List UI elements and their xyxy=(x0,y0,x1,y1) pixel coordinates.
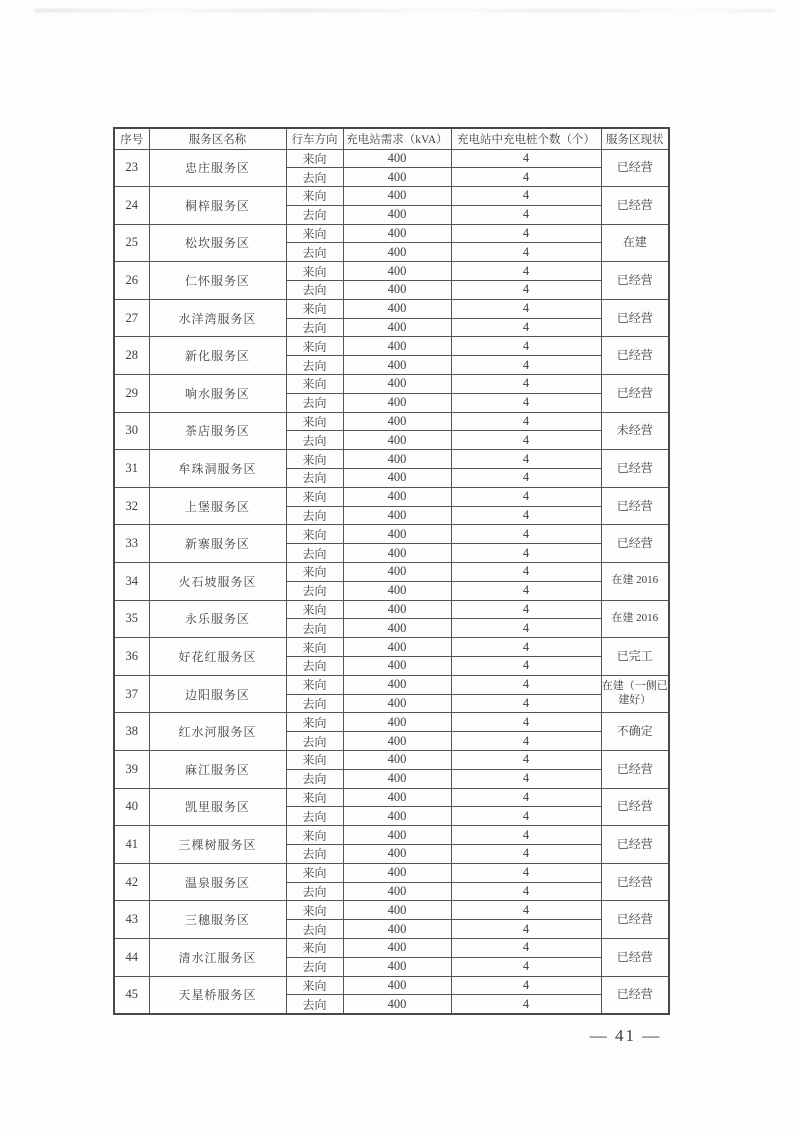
status-cell: 已经营 xyxy=(601,976,669,1014)
service-area-row-inbound xyxy=(114,788,669,807)
pile-count-cell: 4 xyxy=(451,168,601,187)
demand-kva-cell: 400 xyxy=(343,187,451,206)
demand-kva-cell: 400 xyxy=(343,769,451,788)
demand-kva-cell: 400 xyxy=(343,281,451,300)
status-cell: 在建 2016 xyxy=(601,600,669,638)
direction-cell: 去向 xyxy=(286,356,343,375)
column-header-area-name: 服务区名称 xyxy=(149,128,286,149)
serial-number-cell: 35 xyxy=(114,600,149,638)
direction-cell: 来向 xyxy=(286,863,343,882)
status-cell: 已经营 xyxy=(601,863,669,901)
direction-cell: 去向 xyxy=(286,957,343,976)
direction-cell: 去向 xyxy=(286,506,343,525)
pile-count-cell: 4 xyxy=(451,863,601,882)
demand-kva-cell: 400 xyxy=(343,544,451,563)
status-cell: 未经营 xyxy=(601,412,669,450)
demand-kva-cell: 400 xyxy=(343,844,451,863)
service-area-row-inbound xyxy=(114,224,669,243)
serial-number-cell: 45 xyxy=(114,976,149,1014)
status-cell: 已经营 xyxy=(601,487,669,525)
direction-cell: 来向 xyxy=(286,224,343,243)
direction-cell: 去向 xyxy=(286,882,343,901)
serial-number-cell: 27 xyxy=(114,299,149,337)
serial-number-cell: 43 xyxy=(114,901,149,939)
serial-number-cell: 38 xyxy=(114,713,149,751)
direction-cell: 来向 xyxy=(286,450,343,469)
service-area-row-inbound xyxy=(114,412,669,431)
pile-count-cell: 4 xyxy=(451,318,601,337)
pile-count-cell: 4 xyxy=(451,957,601,976)
service-area-name-cell: 永乐服务区 xyxy=(149,600,286,638)
pile-count-cell: 4 xyxy=(451,299,601,318)
demand-kva-cell: 400 xyxy=(343,487,451,506)
direction-cell: 来向 xyxy=(286,412,343,431)
pile-count-cell: 4 xyxy=(451,469,601,488)
status-cell: 已经营 xyxy=(601,901,669,939)
demand-kva-cell: 400 xyxy=(343,600,451,619)
direction-cell: 去向 xyxy=(286,243,343,262)
pile-count-cell: 4 xyxy=(451,506,601,525)
pile-count-cell: 4 xyxy=(451,694,601,713)
demand-kva-cell: 400 xyxy=(343,826,451,845)
demand-kva-cell: 400 xyxy=(343,243,451,262)
column-header-demand-kva: 充电站需求（kVA） xyxy=(343,128,451,149)
direction-cell: 来向 xyxy=(286,788,343,807)
direction-cell: 来向 xyxy=(286,262,343,281)
service-area-name-cell: 水洋湾服务区 xyxy=(149,299,286,337)
pile-count-cell: 4 xyxy=(451,788,601,807)
pile-count-cell: 4 xyxy=(451,844,601,863)
service-area-name-cell: 红水河服务区 xyxy=(149,713,286,751)
service-area-name-cell: 响水服务区 xyxy=(149,375,286,413)
service-area-name-cell: 凯里服务区 xyxy=(149,788,286,826)
pile-count-cell: 4 xyxy=(451,751,601,770)
status-cell: 已经营 xyxy=(601,826,669,864)
demand-kva-cell: 400 xyxy=(343,506,451,525)
demand-kva-cell: 400 xyxy=(343,882,451,901)
serial-number-cell: 42 xyxy=(114,863,149,901)
service-area-row-inbound xyxy=(114,901,669,920)
service-area-row-inbound xyxy=(114,187,669,206)
service-area-name-cell: 温泉服务区 xyxy=(149,863,286,901)
serial-number-cell: 40 xyxy=(114,788,149,826)
service-area-row-inbound xyxy=(114,262,669,281)
charging-stations-table xyxy=(113,127,670,1015)
direction-cell: 去向 xyxy=(286,205,343,224)
column-header-area-status: 服务区现状 xyxy=(601,128,669,149)
direction-cell: 去向 xyxy=(286,281,343,300)
direction-cell: 去向 xyxy=(286,318,343,337)
pile-count-cell: 4 xyxy=(451,224,601,243)
status-cell: 在建 xyxy=(601,224,669,262)
direction-cell: 去向 xyxy=(286,694,343,713)
direction-cell: 去向 xyxy=(286,581,343,600)
service-area-name-cell: 牟珠洞服务区 xyxy=(149,450,286,488)
direction-cell: 去向 xyxy=(286,431,343,450)
status-cell: 已经营 xyxy=(601,187,669,225)
status-cell: 已经营 xyxy=(601,299,669,337)
service-area-name-cell: 茶店服务区 xyxy=(149,412,286,450)
demand-kva-cell: 400 xyxy=(343,450,451,469)
direction-cell: 来向 xyxy=(286,149,343,168)
demand-kva-cell: 400 xyxy=(343,469,451,488)
direction-cell: 去向 xyxy=(286,168,343,187)
demand-kva-cell: 400 xyxy=(343,976,451,995)
pile-count-cell: 4 xyxy=(451,901,601,920)
demand-kva-cell: 400 xyxy=(343,168,451,187)
demand-kva-cell: 400 xyxy=(343,751,451,770)
direction-cell: 来向 xyxy=(286,299,343,318)
service-area-name-cell: 仁怀服务区 xyxy=(149,262,286,300)
status-cell: 已经营 xyxy=(601,751,669,789)
direction-cell: 来向 xyxy=(286,901,343,920)
direction-cell: 来向 xyxy=(286,638,343,657)
demand-kva-cell: 400 xyxy=(343,901,451,920)
service-area-row-inbound xyxy=(114,149,669,168)
direction-cell: 来向 xyxy=(286,976,343,995)
direction-cell: 去向 xyxy=(286,544,343,563)
service-area-name-cell: 清水江服务区 xyxy=(149,938,286,976)
direction-cell: 来向 xyxy=(286,487,343,506)
service-area-row-inbound xyxy=(114,863,669,882)
direction-cell: 去向 xyxy=(286,769,343,788)
service-area-name-cell: 松坎服务区 xyxy=(149,224,286,262)
serial-number-cell: 26 xyxy=(114,262,149,300)
service-area-row-inbound xyxy=(114,638,669,657)
pile-count-cell: 4 xyxy=(451,393,601,412)
service-area-name-cell: 火石坡服务区 xyxy=(149,563,286,601)
status-cell: 已经营 xyxy=(601,938,669,976)
pile-count-cell: 4 xyxy=(451,149,601,168)
serial-number-cell: 44 xyxy=(114,938,149,976)
direction-cell: 来向 xyxy=(286,563,343,582)
direction-cell: 去向 xyxy=(286,657,343,676)
demand-kva-cell: 400 xyxy=(343,713,451,732)
demand-kva-cell: 400 xyxy=(343,318,451,337)
direction-cell: 去向 xyxy=(286,920,343,939)
demand-kva-cell: 400 xyxy=(343,149,451,168)
serial-number-cell: 33 xyxy=(114,525,149,563)
pile-count-cell: 4 xyxy=(451,205,601,224)
pile-count-cell: 4 xyxy=(451,638,601,657)
serial-number-cell: 31 xyxy=(114,450,149,488)
pile-count-cell: 4 xyxy=(451,920,601,939)
serial-number-cell: 30 xyxy=(114,412,149,450)
status-cell: 已完工 xyxy=(601,638,669,676)
service-area-row-inbound xyxy=(114,713,669,732)
pile-count-cell: 4 xyxy=(451,243,601,262)
direction-cell: 去向 xyxy=(286,807,343,826)
serial-number-cell: 32 xyxy=(114,487,149,525)
direction-cell: 去向 xyxy=(286,732,343,751)
status-cell: 已经营 xyxy=(601,375,669,413)
pile-count-cell: 4 xyxy=(451,675,601,694)
service-area-name-cell: 好花红服务区 xyxy=(149,638,286,676)
direction-cell: 来向 xyxy=(286,751,343,770)
demand-kva-cell: 400 xyxy=(343,995,451,1014)
demand-kva-cell: 400 xyxy=(343,224,451,243)
direction-cell: 来向 xyxy=(286,600,343,619)
status-cell: 不确定 xyxy=(601,713,669,751)
service-area-row-inbound xyxy=(114,600,669,619)
status-cell: 在建（一侧已建好） xyxy=(601,675,669,713)
direction-cell: 来向 xyxy=(286,337,343,356)
pile-count-cell: 4 xyxy=(451,976,601,995)
service-area-name-cell: 三穗服务区 xyxy=(149,901,286,939)
pile-count-cell: 4 xyxy=(451,600,601,619)
status-cell: 已经营 xyxy=(601,788,669,826)
direction-cell: 来向 xyxy=(286,826,343,845)
direction-cell: 去向 xyxy=(286,469,343,488)
serial-number-cell: 29 xyxy=(114,375,149,413)
status-cell: 已经营 xyxy=(601,149,669,187)
demand-kva-cell: 400 xyxy=(343,920,451,939)
service-area-row-inbound xyxy=(114,375,669,394)
pile-count-cell: 4 xyxy=(451,882,601,901)
service-area-name-cell: 桐梓服务区 xyxy=(149,187,286,225)
pile-count-cell: 4 xyxy=(451,187,601,206)
service-area-row-inbound xyxy=(114,938,669,957)
serial-number-cell: 23 xyxy=(114,149,149,187)
pile-count-cell: 4 xyxy=(451,356,601,375)
service-area-row-inbound xyxy=(114,450,669,469)
demand-kva-cell: 400 xyxy=(343,807,451,826)
demand-kva-cell: 400 xyxy=(343,393,451,412)
service-area-name-cell: 上堡服务区 xyxy=(149,487,286,525)
pile-count-cell: 4 xyxy=(451,563,601,582)
direction-cell: 来向 xyxy=(286,375,343,394)
serial-number-cell: 25 xyxy=(114,224,149,262)
pile-count-cell: 4 xyxy=(451,732,601,751)
direction-cell: 来向 xyxy=(286,713,343,732)
pile-count-cell: 4 xyxy=(451,375,601,394)
demand-kva-cell: 400 xyxy=(343,299,451,318)
demand-kva-cell: 400 xyxy=(343,657,451,676)
pile-count-cell: 4 xyxy=(451,826,601,845)
direction-cell: 来向 xyxy=(286,938,343,957)
direction-cell: 去向 xyxy=(286,995,343,1014)
column-header-pile-count: 充电站中充电桩个数（个） xyxy=(451,128,601,149)
demand-kva-cell: 400 xyxy=(343,563,451,582)
page-number: — 41 — xyxy=(589,1026,662,1045)
pile-count-cell: 4 xyxy=(451,525,601,544)
service-area-name-cell: 边阳服务区 xyxy=(149,675,286,713)
status-cell: 已经营 xyxy=(601,262,669,300)
service-area-row-inbound xyxy=(114,751,669,770)
serial-number-cell: 37 xyxy=(114,675,149,713)
service-area-row-inbound xyxy=(114,826,669,845)
serial-number-cell: 36 xyxy=(114,638,149,676)
demand-kva-cell: 400 xyxy=(343,412,451,431)
status-cell: 已经营 xyxy=(601,525,669,563)
serial-number-cell: 41 xyxy=(114,826,149,864)
pile-count-cell: 4 xyxy=(451,337,601,356)
service-area-name-cell: 新寨服务区 xyxy=(149,525,286,563)
demand-kva-cell: 400 xyxy=(343,675,451,694)
pile-count-cell: 4 xyxy=(451,713,601,732)
pile-count-cell: 4 xyxy=(451,619,601,638)
direction-cell: 来向 xyxy=(286,187,343,206)
service-area-row-inbound xyxy=(114,563,669,582)
demand-kva-cell: 400 xyxy=(343,356,451,375)
demand-kva-cell: 400 xyxy=(343,788,451,807)
table-header-row xyxy=(114,128,669,149)
demand-kva-cell: 400 xyxy=(343,581,451,600)
table-body xyxy=(114,149,669,1014)
pile-count-cell: 4 xyxy=(451,657,601,676)
pile-count-cell: 4 xyxy=(451,281,601,300)
service-area-row-inbound xyxy=(114,525,669,544)
demand-kva-cell: 400 xyxy=(343,638,451,657)
pile-count-cell: 4 xyxy=(451,431,601,450)
demand-kva-cell: 400 xyxy=(343,205,451,224)
pile-count-cell: 4 xyxy=(451,581,601,600)
service-area-name-cell: 三棵树服务区 xyxy=(149,826,286,864)
pile-count-cell: 4 xyxy=(451,995,601,1014)
demand-kva-cell: 400 xyxy=(343,938,451,957)
column-header-serial: 序号 xyxy=(114,128,149,149)
demand-kva-cell: 400 xyxy=(343,619,451,638)
direction-cell: 来向 xyxy=(286,675,343,694)
demand-kva-cell: 400 xyxy=(343,375,451,394)
demand-kva-cell: 400 xyxy=(343,732,451,751)
demand-kva-cell: 400 xyxy=(343,262,451,281)
serial-number-cell: 34 xyxy=(114,563,149,601)
scan-smudge-artifact xyxy=(35,9,775,12)
pile-count-cell: 4 xyxy=(451,769,601,788)
service-area-row-inbound xyxy=(114,337,669,356)
service-area-name-cell: 麻江服务区 xyxy=(149,751,286,789)
pile-count-cell: 4 xyxy=(451,487,601,506)
pile-count-cell: 4 xyxy=(451,262,601,281)
service-area-name-cell: 新化服务区 xyxy=(149,337,286,375)
pile-count-cell: 4 xyxy=(451,412,601,431)
demand-kva-cell: 400 xyxy=(343,694,451,713)
service-area-row-inbound xyxy=(114,299,669,318)
demand-kva-cell: 400 xyxy=(343,337,451,356)
status-cell: 已经营 xyxy=(601,450,669,488)
direction-cell: 去向 xyxy=(286,844,343,863)
demand-kva-cell: 400 xyxy=(343,525,451,544)
status-cell: 已经营 xyxy=(601,337,669,375)
pile-count-cell: 4 xyxy=(451,450,601,469)
pile-count-cell: 4 xyxy=(451,807,601,826)
column-header-direction: 行车方向 xyxy=(286,128,343,149)
serial-number-cell: 24 xyxy=(114,187,149,225)
direction-cell: 去向 xyxy=(286,619,343,638)
serial-number-cell: 28 xyxy=(114,337,149,375)
serial-number-cell: 39 xyxy=(114,751,149,789)
demand-kva-cell: 400 xyxy=(343,431,451,450)
direction-cell: 来向 xyxy=(286,525,343,544)
pile-count-cell: 4 xyxy=(451,544,601,563)
demand-kva-cell: 400 xyxy=(343,957,451,976)
direction-cell: 去向 xyxy=(286,393,343,412)
demand-kva-cell: 400 xyxy=(343,863,451,882)
service-area-row-inbound xyxy=(114,487,669,506)
service-area-row-inbound xyxy=(114,976,669,995)
status-cell: 在建 2016 xyxy=(601,563,669,601)
service-area-row-inbound xyxy=(114,675,669,694)
pile-count-cell: 4 xyxy=(451,938,601,957)
service-area-name-cell: 忠庄服务区 xyxy=(149,149,286,187)
service-area-name-cell: 天星桥服务区 xyxy=(149,976,286,1014)
